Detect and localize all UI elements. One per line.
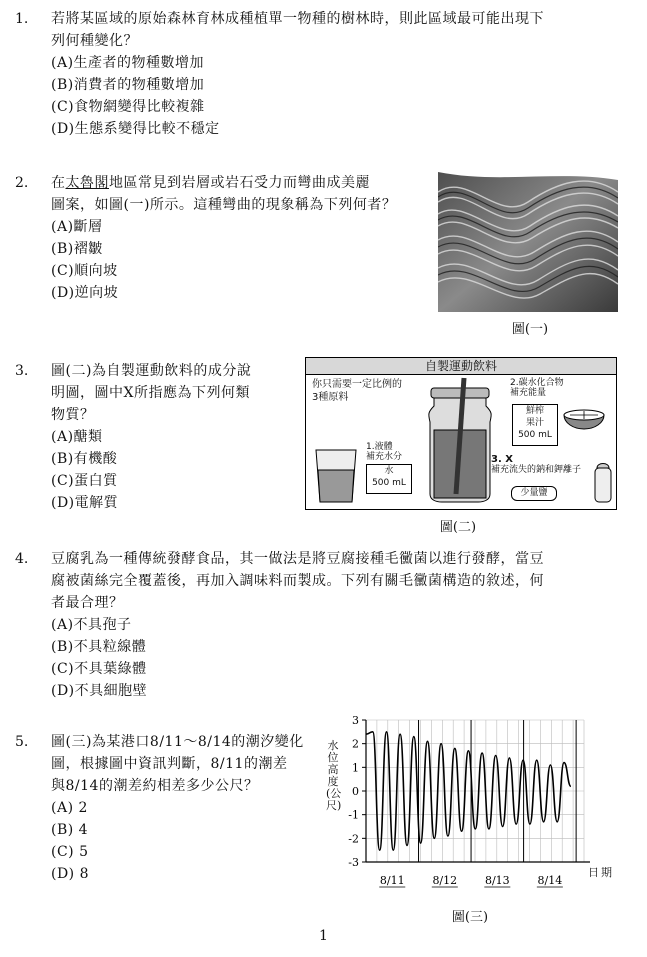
y-tick-label: 3: [352, 714, 359, 727]
stem-line: 與8/14的潮差約相差多少公尺？: [51, 778, 259, 794]
x-axis-label: 日期: [588, 866, 614, 879]
drink-illustration: [306, 358, 616, 508]
y-tick-label: 0: [352, 785, 359, 798]
option-a[interactable]: (A)不具孢子: [51, 617, 132, 633]
item1-title-line: 1.液體: [366, 442, 393, 452]
item3-description: 補充流失的鈉和鉀離子: [491, 465, 582, 475]
option-c[interactable]: (C)蛋白質: [51, 473, 118, 489]
item1-title-line: 補充水分: [366, 452, 403, 462]
x-tick-label: 8/11: [379, 874, 405, 887]
juice-label: 鮮榨: [525, 406, 544, 416]
juice-amount-box: [512, 404, 558, 446]
salt-shaker-icon: [595, 464, 611, 503]
y-tick-label: -3: [348, 856, 359, 869]
stem-line: 者最合理？: [51, 595, 124, 611]
diagram-title: 自製運動飲料: [306, 358, 616, 375]
option-a[interactable]: (A)斷層: [51, 219, 103, 235]
sports-drink-diagram: [305, 357, 617, 510]
tide-chart: [326, 712, 626, 902]
question-stem: [51, 731, 326, 885]
question-number: 4.: [15, 551, 29, 567]
option-a[interactable]: (A) 2: [51, 800, 88, 816]
juice-volume: 500 mL: [518, 430, 552, 440]
question-stem: [51, 172, 431, 304]
y-tick-label: -2: [348, 832, 359, 846]
stem-line: 明圖，圖中X所指應為下列何類: [51, 385, 250, 401]
stem-line: 物質？: [51, 407, 95, 423]
stem-line: 列何種變化？: [51, 33, 138, 49]
option-d[interactable]: (D)不具細胞壁: [51, 683, 148, 699]
juice-label: 果汁: [525, 418, 544, 428]
y-tick-label: -1: [348, 808, 359, 822]
option-b[interactable]: (B)有機酸: [51, 451, 118, 467]
stem-line: 圖(三)為某港口8/11～8/14的潮汐變化: [51, 734, 304, 750]
intro-line: 你只需要一定比例的: [312, 379, 402, 390]
orange-icon: [564, 410, 604, 429]
stem-line: 圖，根據圖中資訊判斷，8/11的潮差: [51, 756, 288, 772]
water-volume: 500 mL: [372, 478, 406, 488]
place-name: 太魯閣: [65, 175, 109, 191]
option-b[interactable]: (B)消費者的物種數增加: [51, 77, 205, 93]
water-label: 水: [384, 466, 394, 476]
figure-1-caption: 圖(一): [511, 322, 549, 337]
option-b[interactable]: (B) 4: [51, 822, 89, 838]
figure-2-caption: 圖(二): [439, 520, 477, 535]
question-number: 5.: [15, 734, 29, 750]
option-c[interactable]: (C) 5: [51, 844, 89, 860]
question-stem: [51, 8, 626, 140]
y-tick-label: 1: [352, 761, 359, 775]
stem-line: 圖(二)為自製運動飲料的成分說: [51, 363, 252, 379]
option-c[interactable]: (C)不具葉綠體: [51, 661, 147, 677]
option-a[interactable]: (A)醣類: [51, 429, 103, 445]
question-number: 3.: [15, 363, 29, 379]
salt-label: 少量鹽: [520, 488, 548, 498]
stem-line: 若將某區域的原始森林育林成種植單一物種的樹林時，則此區域最可能出現下: [51, 11, 544, 27]
x-tick-label: 8/13: [484, 874, 510, 887]
option-d[interactable]: (D)生態系變得比較不穩定: [51, 121, 220, 137]
salt-amount-box: [511, 486, 557, 501]
option-c[interactable]: (C)食物網變得比較複雜: [51, 99, 205, 115]
glass-icon: [316, 450, 356, 502]
intro-line: 3種原料: [312, 392, 349, 403]
option-d[interactable]: (D) 8: [51, 866, 90, 882]
question-number: 1.: [15, 11, 29, 27]
folded-rock-photo: [438, 162, 618, 312]
stem-line: [51, 172, 431, 194]
page-number: 1: [319, 928, 328, 944]
item2-title-line: 2.碳水化合物: [510, 378, 564, 388]
option-b[interactable]: (B)褶皺: [51, 241, 103, 257]
item2-title: [510, 378, 564, 398]
y-axis-label: 水位高度(公尺): [326, 739, 342, 812]
item3-title: [491, 455, 581, 475]
item1-title: [366, 442, 402, 462]
stem-line: 圖案，如圖(一)所示。這種彎曲的現象稱為下列何者？: [51, 197, 397, 213]
option-a[interactable]: (A)生產者的物種數增加: [51, 55, 205, 71]
stem-text: 地區常見到岩層或岩石受力而彎曲成美麗: [109, 175, 370, 191]
question-number: 2.: [15, 175, 29, 191]
option-c[interactable]: (C)順向坡: [51, 263, 118, 279]
figure-3-caption: 圖(三): [451, 910, 489, 925]
option-d[interactable]: (D)電解質: [51, 495, 119, 511]
x-tick-label: 8/14: [537, 874, 563, 887]
item3-x-label: 3. X: [491, 454, 513, 465]
tide-chart-svg: [326, 712, 626, 902]
y-tick-label: 2: [352, 737, 359, 751]
x-tick-label: 8/12: [432, 874, 458, 887]
stem-line: 腐被菌絲完全覆蓋後，再加入調味料而製成。下列有關毛黴菌構造的敘述，何: [51, 573, 544, 589]
bottle-icon: [429, 378, 491, 502]
question-stem: [51, 548, 626, 702]
water-amount-box: [366, 464, 412, 494]
option-b[interactable]: (B)不具粒線體: [51, 639, 147, 655]
rock-fold-image: [438, 162, 618, 312]
item2-title-line: 補充能量: [510, 388, 547, 398]
stem-text: 在: [51, 175, 66, 191]
option-d[interactable]: (D)逆向坡: [51, 285, 119, 301]
stem-line: 豆腐乳為一種傳統發酵食品，其一做法是將豆腐接種毛黴菌以進行發酵，當豆: [51, 551, 544, 567]
question-stem: [51, 360, 301, 514]
